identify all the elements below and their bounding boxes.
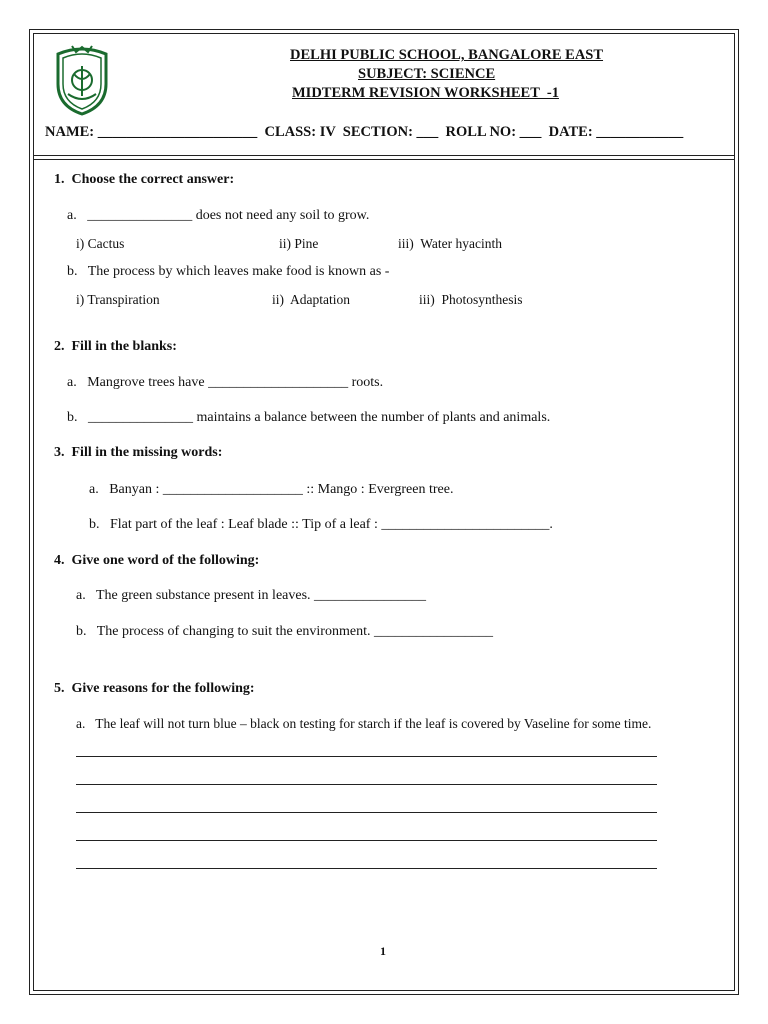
q4-title: 4. Give one word of the following:: [54, 553, 260, 568]
q1-a-option-1: i) Cactus: [76, 236, 125, 251]
q2-b: b. _______________ maintains a balance between the number of plants and animals.: [67, 410, 551, 425]
q1-b-option-2: ii) Adaptation: [272, 292, 350, 307]
header-divider-2: [33, 159, 735, 160]
q1-title: 1. Choose the correct answer:: [54, 172, 235, 187]
q4-a: a. The green substance present in leaves. ________________: [76, 588, 427, 603]
q3-b: b. Flat part of the leaf : Leaf blade :: Tip of a leaf : ________________________.: [89, 517, 553, 532]
subject-title: SUBJECT: SCIENCE: [358, 66, 496, 82]
school-crest-logo: [50, 44, 114, 116]
q5-a: a. The leaf will not turn blue – black on testing for starch if the leaf is covered by Vaseline for some time.: [76, 716, 652, 731]
q1-b-text: b. The process by which leaves make food is known as -: [67, 264, 390, 279]
q2-title: 2. Fill in the blanks:: [54, 339, 177, 354]
answer-line-4[interactable]: [76, 840, 657, 841]
q4-b: b. The process of changing to suit the environment. _________________: [76, 624, 493, 639]
answer-line-3[interactable]: [76, 812, 657, 813]
school-name: DELHI PUBLIC SCHOOL, BANGALORE EAST: [290, 47, 604, 63]
q3-title: 3. Fill in the missing words:: [54, 445, 223, 460]
page-number: 1: [380, 944, 386, 958]
q1-a-text: a. _______________ does not need any soil to grow.: [67, 208, 370, 223]
q2-a: a. Mangrove trees have ____________________ roots.: [67, 375, 384, 390]
answer-line-2[interactable]: [76, 784, 657, 785]
q1-a-option-2: ii) Pine: [279, 236, 319, 251]
answer-line-1[interactable]: [76, 756, 657, 757]
q1-b-option-1: i) Transpiration: [76, 292, 160, 307]
q1-a-option-3: iii) Water hyacinth: [398, 236, 503, 251]
worksheet-title: MIDTERM REVISION WORKSHEET -1: [292, 85, 559, 101]
q1-b-option-3: iii) Photosynthesis: [419, 292, 523, 307]
q3-a: a. Banyan : ____________________ :: Mango : Evergreen tree.: [89, 482, 454, 497]
q5-title: 5. Give reasons for the following:: [54, 681, 255, 696]
header-divider-1: [33, 155, 735, 156]
student-info-line: NAME: ______________________ CLASS: IV SECTION: ___ ROLL NO: ___ DATE: ____________: [45, 124, 684, 140]
answer-line-5[interactable]: [76, 868, 657, 869]
